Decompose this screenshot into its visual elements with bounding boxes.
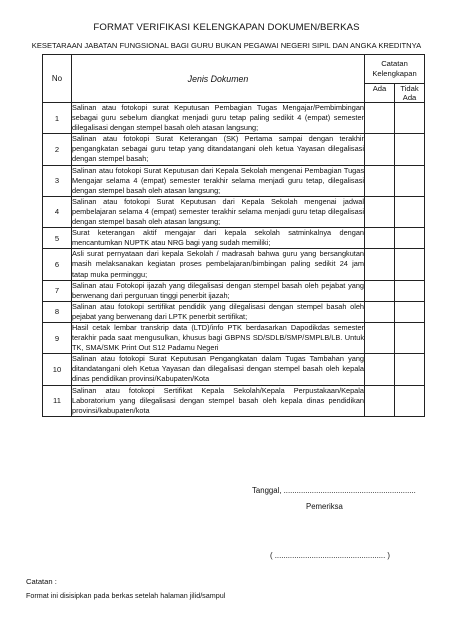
column-header-no: No: [43, 55, 72, 103]
tidak-ada-checkbox-cell[interactable]: [395, 196, 425, 227]
row-number: 7: [43, 280, 72, 301]
examiner-label: Pemeriksa: [306, 502, 343, 511]
tidak-ada-checkbox-cell[interactable]: [395, 134, 425, 165]
row-number: 6: [43, 249, 72, 280]
date-line: Tanggal, .............................................................: [252, 486, 416, 495]
ada-checkbox-cell[interactable]: [365, 165, 395, 196]
document-description: Salinan atau fotokopi Surat Keterangan (SK) Pertama sampai dengan terakhir pengangkatan sebagai guru tetap yang ditandatangani oleh ketua Yayasan dilegalisasi dengan stempel basah;: [72, 134, 364, 164]
document-description: Salinan atau fotokopi Surat Keputusan dari Kepala Sekolah mengenai Pembagian Tugas Mengajar selama 4 (empat) semester terakhir selama menjadi guru tetap, dilegalisasi dengan stempel basah oleh atasan langsung;: [72, 165, 364, 195]
row-number: 9: [43, 322, 72, 353]
table-row: [43, 165, 425, 196]
column-header-ada: Ada: [365, 84, 395, 103]
document-description: Salinan atau Fotokopi ijazah yang dilegalisasi dengan stempel basah oleh pejabat yang berwenang dari perguruan tinggi penerbit ijazah;: [72, 280, 364, 300]
table-row: [43, 385, 425, 416]
signature-line: ( ................................................... ): [270, 551, 391, 560]
row-number: 5: [43, 228, 72, 249]
document-description: Salinan atau fotokopi surat Keputusan Pembagian Tugas Mengajar/Pembimbingan sebagai guru sebelum diangkat menjadi guru tetap paling sedikit 4 (empat) semester dilegalisasi dengan stempel basah oleh atasan langsung;: [72, 103, 364, 133]
row-number: 4: [43, 196, 72, 227]
row-number: 8: [43, 301, 72, 322]
ada-checkbox-cell[interactable]: [365, 385, 395, 416]
document-description: Salinan atau fotokopi Surat Keputusan dari Kepala Sekolah mengenai jadwal pembelajaran selama 4 (empat) semester terakhir selama menjadi guru tetap dilegalisasi dengan stempel basah oleh atasan langsung;: [72, 196, 364, 227]
column-header-jenis-dokumen: Jenis Dokumen: [72, 55, 365, 103]
tidak-ada-checkbox-cell[interactable]: [395, 228, 425, 249]
note-label: Catatan :: [26, 577, 57, 586]
ada-checkbox-cell[interactable]: [365, 354, 395, 385]
document-description: Salinan atau fotokopi sertifikat pendidik yang dilegalisasi dengan stempel basah oleh pejabat yang berwenang dari LPTK penerbit sertifikat;: [72, 301, 364, 321]
row-number: 3: [43, 165, 72, 196]
document-title: FORMAT VERIFIKASI KELENGKAPAN DOKUMEN/BERKAS: [93, 22, 360, 33]
document-description: Hasil cetak lembar transkrip data (LTD)/info PTK berdasarkan Dapodikdas semester terakhir pada saat mengusulkan, khusus bagi GBPNS SD/SDLB/SMP/SMPLB/LB. Untuk TK, SMA/SMK Print Out S12 Padamu Negeri: [72, 322, 364, 353]
tidak-ada-checkbox-cell[interactable]: [395, 354, 425, 385]
table-row: [43, 280, 425, 301]
ada-checkbox-cell[interactable]: [365, 103, 395, 134]
ada-checkbox-cell[interactable]: [365, 249, 395, 280]
ada-checkbox-cell[interactable]: [365, 301, 395, 322]
ada-checkbox-cell[interactable]: [365, 228, 395, 249]
ada-checkbox-cell[interactable]: [365, 322, 395, 353]
tidak-ada-checkbox-cell[interactable]: [395, 249, 425, 280]
table-row: [43, 228, 425, 249]
ada-checkbox-cell[interactable]: [365, 196, 395, 227]
tidak-ada-checkbox-cell[interactable]: [395, 103, 425, 134]
verification-table: [42, 54, 425, 417]
table-row: [43, 301, 425, 322]
tidak-ada-checkbox-cell[interactable]: [395, 301, 425, 322]
tidak-ada-checkbox-cell[interactable]: [395, 280, 425, 301]
row-number: 1: [43, 103, 72, 134]
document-description: Salinan atau fotokopi Surat Keputusan Pengangkatan dalam Tugas Tambahan yang ditandatangani oleh Ketua Yayasan dan dilegalisasi dengan stempel basah oleh kepala dinas pendidikan provinsi/Kabupaten/Kota: [72, 354, 364, 384]
table-row: [43, 196, 425, 227]
row-number: 2: [43, 134, 72, 165]
row-number: 11: [43, 385, 72, 416]
column-header-tidak-ada: Tidak Ada: [395, 84, 425, 103]
table-row: [43, 322, 425, 353]
document-description: Salinan atau fotokopi Sertifikat Kepala Sekolah/Kepala Perpustakaan/Kepala Laboratorium yang dilegalisasi dengan stempel basah oleh kepala dinas pendidikan provinsi/kabupaten/kota: [72, 385, 364, 415]
ada-checkbox-cell[interactable]: [365, 134, 395, 165]
document-subtitle: KESETARAAN JABATAN FUNGSIONAL BAGI GURU BUKAN PEGAWAI NEGERI SIPIL DAN ANGKA KREDITNYA: [31, 41, 422, 50]
tidak-ada-checkbox-cell[interactable]: [395, 385, 425, 416]
ada-checkbox-cell[interactable]: [365, 280, 395, 301]
row-number: 10: [43, 354, 72, 385]
note-text: Format ini disisipkan pada berkas setelah halaman jilid/sampul: [26, 591, 226, 600]
table-row: [43, 134, 425, 165]
document-description: Surat keterangan aktif mengajar dari kepala sekolah satminkalnya dengan mencantumkan NUPTK atau NRG bagi yang sudah memiliki;: [72, 228, 364, 248]
table-row: [43, 103, 425, 134]
document-description: Asli surat pernyataan dari kepala Sekolah / madrasah bahwa guru yang bersangkutan masih melaksanakan kegiatan proses pembelajaran/bimbingan paling sedikit 24 jam tatap muka perminggu;: [72, 249, 364, 279]
table-row: [43, 249, 425, 280]
tidak-ada-checkbox-cell[interactable]: [395, 165, 425, 196]
table-row: [43, 354, 425, 385]
tidak-ada-checkbox-cell[interactable]: [395, 322, 425, 353]
column-header-catatan-kelengkapan: Catatan Kelengkapan: [365, 55, 425, 84]
